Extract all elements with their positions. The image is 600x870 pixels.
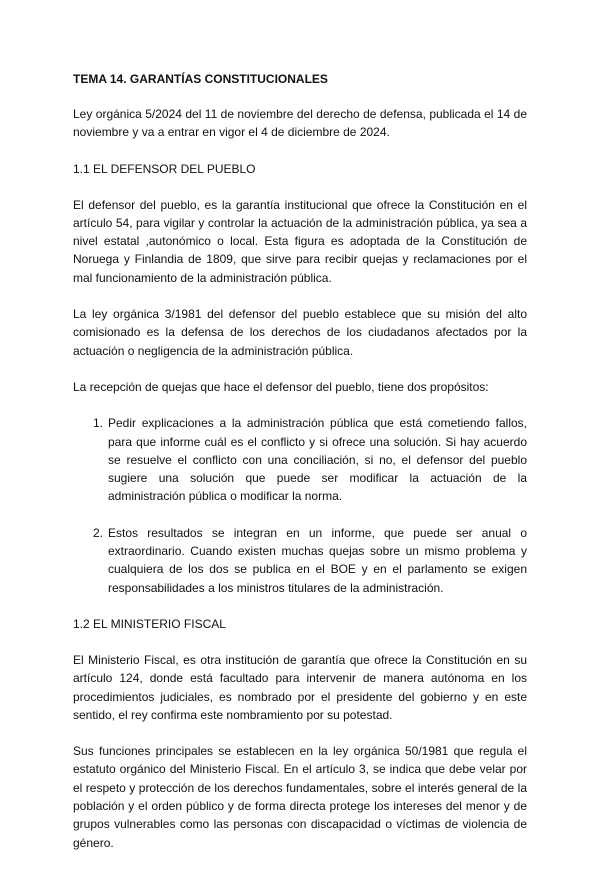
list-item-number: 1. — [93, 416, 104, 431]
document-title: TEMA 14. GARANTÍAS CONSTITUCIONALES — [73, 72, 328, 86]
list-item-text: Pedir explicaciones a la administración pública que está cometiendo fallos, para que informe cuál es el conflicto y si ofrece una solución. Si hay acuerdo se resuelve el conflicto con una conciliación, si no, el defensor del pueblo sugiere una solución que puede ser modificar la actuación de la administración pública o modificar la norma. — [108, 416, 527, 504]
paragraph: Sus funciones principales se establecen en la ley orgánica 50/1981 que regula el estatuto orgánico del Ministerio Fiscal. En el artículo 3, se indica que debe velar por el respeto y protección de los derechos fundamentales, sobre el interés general de la población y el orden público y de forma directa protege los intereses del menor y de grupos vulnerables como las personas con discapacidad o víctimas de violencia de género. — [73, 744, 527, 850]
list-item — [73, 414, 527, 505]
document-body — [73, 70, 527, 870]
paragraph: La recepción de quejas que hace el defensor del pueblo, tiene dos propósitos: — [73, 379, 489, 394]
section-heading-ministerio: 1.2 EL MINISTERIO FISCAL — [73, 616, 226, 631]
section-heading-defensor: 1.1 EL DEFENSOR DEL PUEBLO — [73, 161, 256, 176]
paragraph: El Ministerio Fiscal, es otra institución de garantía que ofrece la Constitución en su artículo 124, donde está facultado para intervenir de manera autónoma en los procedimientos judiciales, es nombrado por el presidente del gobierno y en este sentido, el rey confirma este nombramiento por su potestad. — [73, 652, 527, 722]
list-item-number: 2. — [93, 525, 104, 540]
list-item — [73, 524, 527, 597]
intro-paragraph: Ley orgánica 5/2024 del 11 de noviembre del derecho de defensa, publicada el 14 de noviembre y va a entrar en vigor el 4 de diciembre de 2024. — [73, 107, 527, 140]
purposes-list — [73, 414, 527, 597]
list-item-text: Estos resultados se integran en un informe, que puede ser anual o extraordinario. Cuando existen muchas quejas sobre un mismo problema y cualquiera de los dos se publica en el BOE y en el parlamento se exigen responsabilidades a los ministros titulares de la administración. — [108, 525, 527, 595]
paragraph: La ley orgánica 3/1981 del defensor del pueblo establece que su misión del alto comisionado es la defensa de los derechos de los ciudadanos afectados por la actuación o negligencia de la administración pública. — [73, 307, 527, 358]
paragraph: El defensor del pueblo, es la garantía institucional que ofrece la Constitución en el artículo 54, para vigilar y controlar la actuación de la administración pública, ya sea a nivel estatal ,autonómico o local. Esta figura es adoptada de la Constitución de Noruega y Finlandia de 1809, que sirve para recibir quejas y reclamaciones por el mal funcionamiento de la administración pública. — [73, 197, 527, 285]
